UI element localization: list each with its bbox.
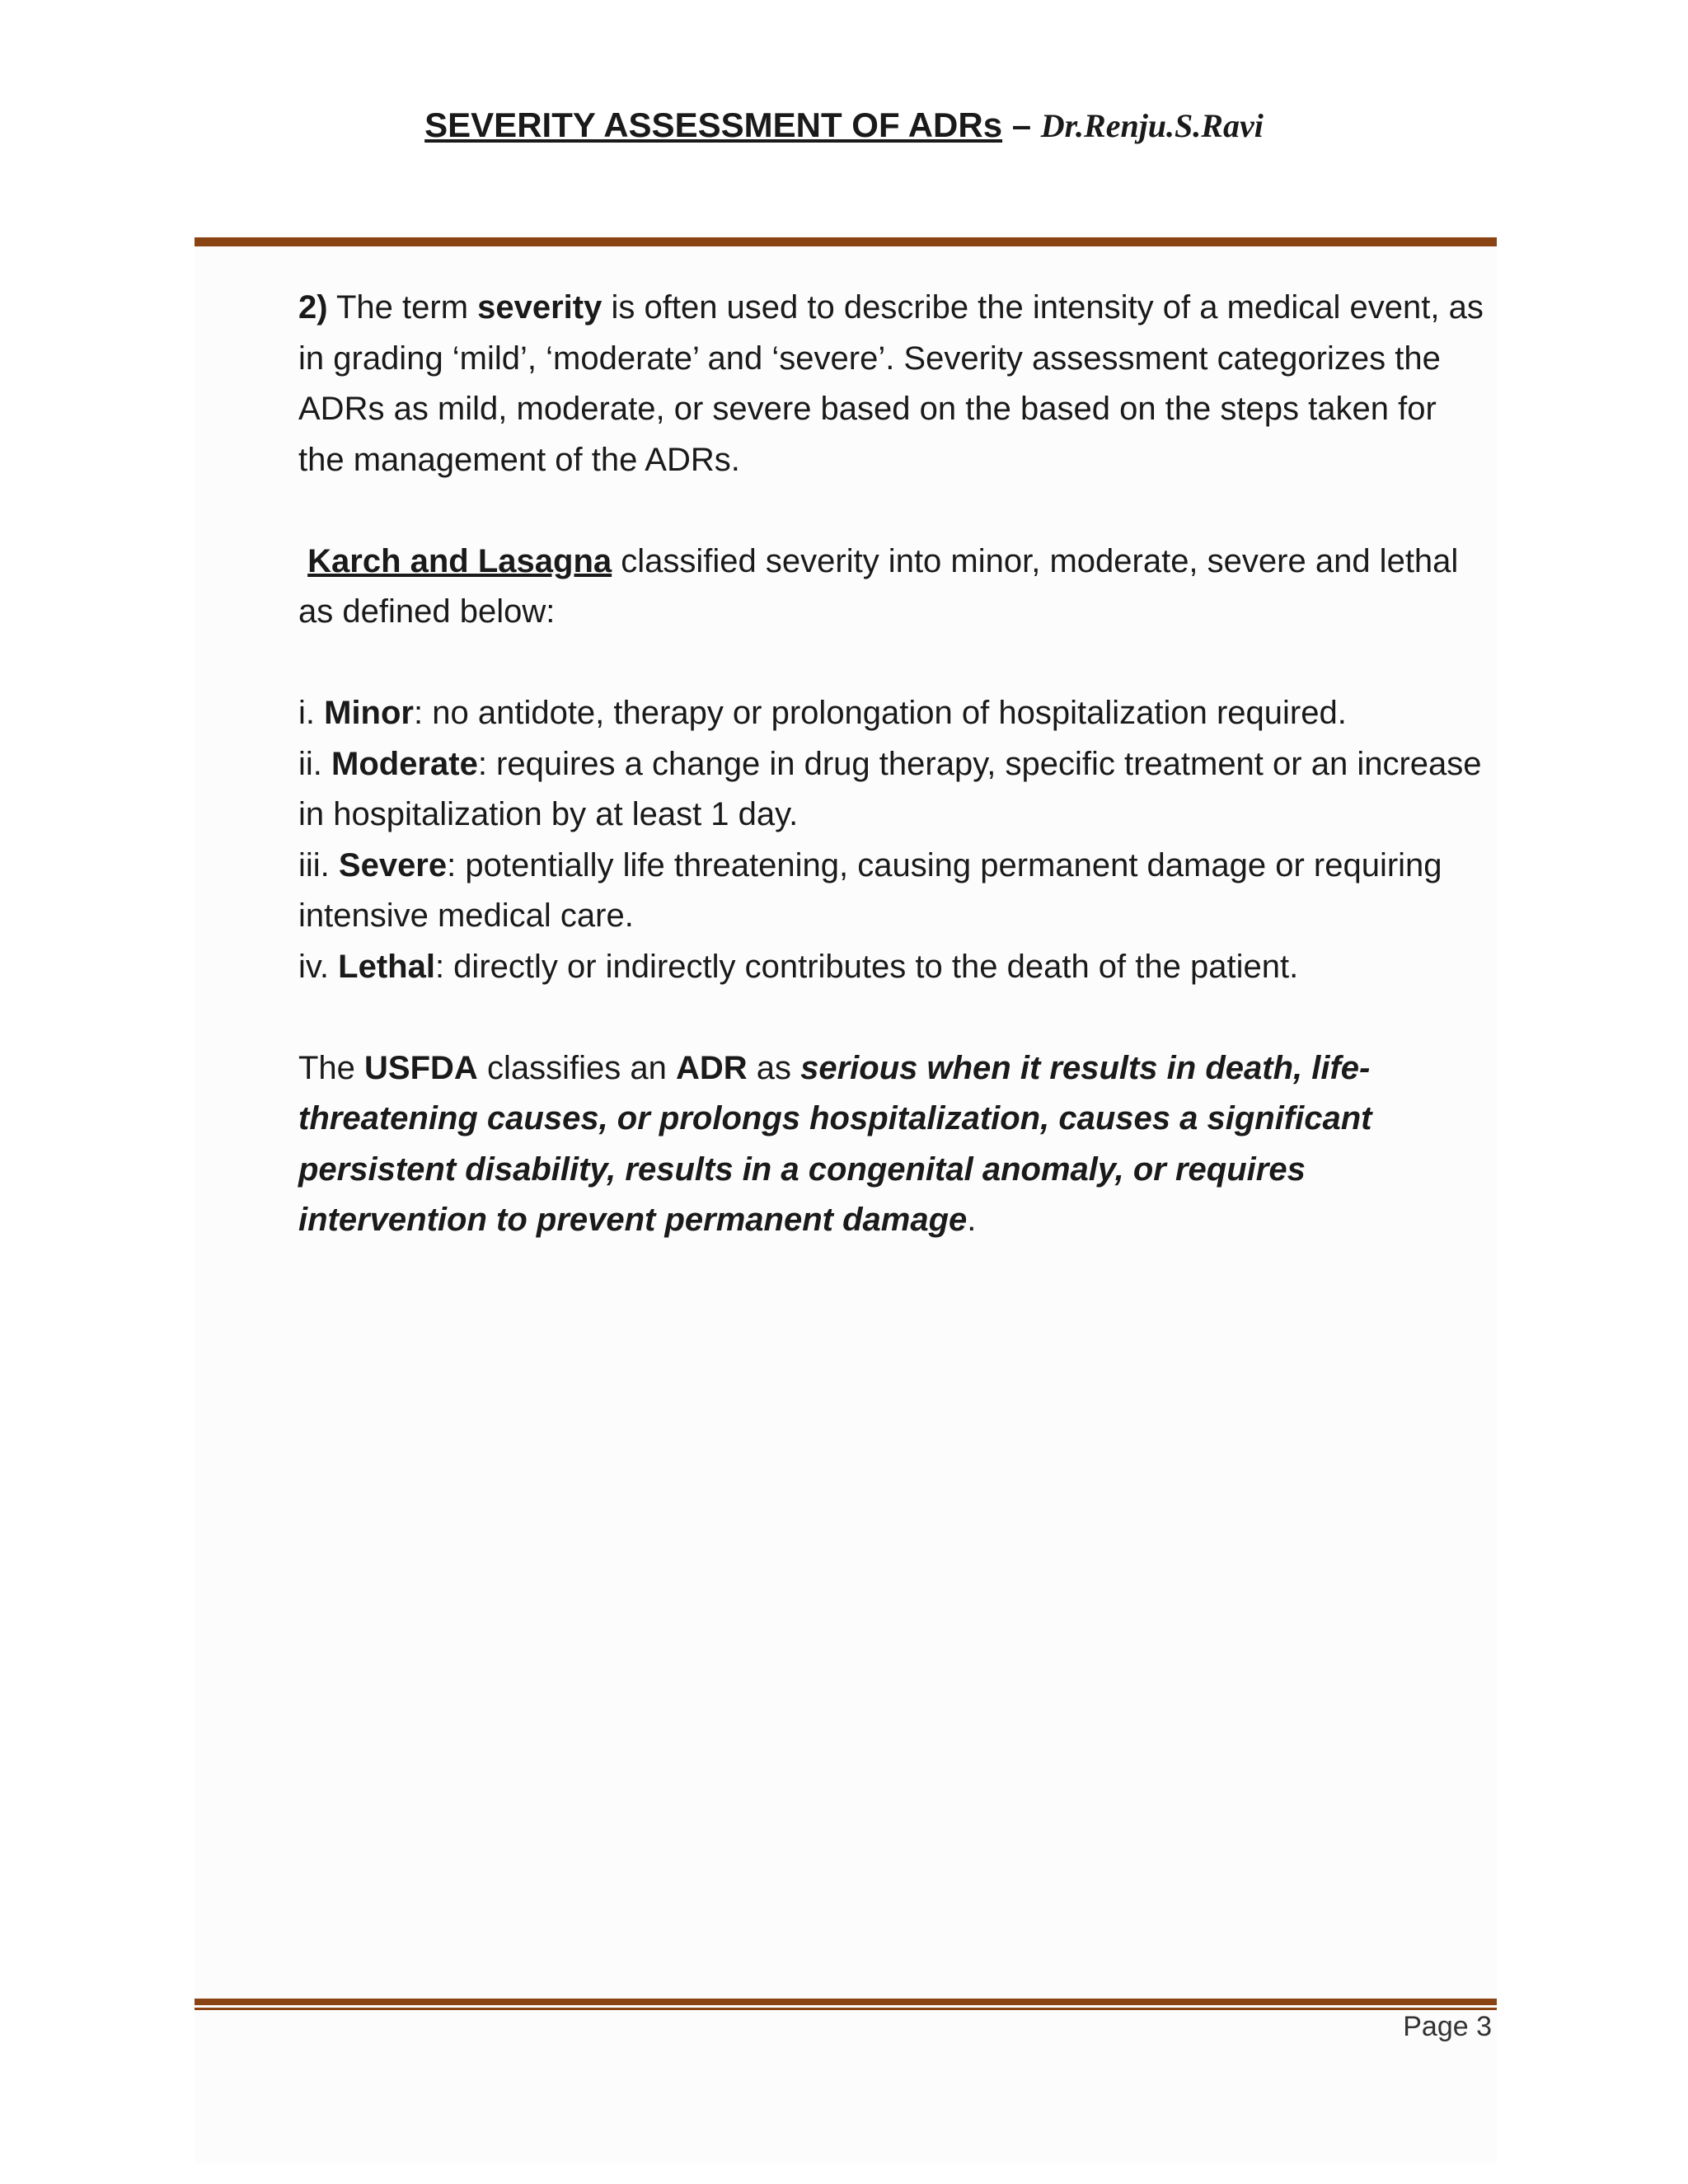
karch-paragraph: Karch and Lasagna classified severity into minor, moderate, severe and lethal as defined below: [298, 542, 1459, 630]
page-header [0, 101, 1688, 151]
adr-label: ADR [675, 1049, 748, 1086]
footer-rule [195, 1999, 1497, 2010]
header-rule [195, 235, 1497, 246]
document-title: SEVERITY ASSESSMENT OF ADRs [424, 105, 1003, 144]
document-body [298, 283, 1485, 1246]
karch-lasagna-name: Karch and Lasagna [307, 542, 612, 579]
section-number: 2) [298, 289, 328, 326]
usfda-paragraph: The USFDA classifies an ADR as serious when it results in death, life-threatening causes, or prolongs hospitalization, causes a significant persistent disability, results in a congenital anomaly, or requires intervention to prevent permanent damage. [298, 1049, 1372, 1238]
severity-levels-list [298, 688, 1485, 992]
title-dash: – [1011, 105, 1032, 144]
serious-definition: serious when it results in death, life-threatening causes, or prolongs hospitalization, causes a significant persistent disability, results in a congenital anomaly, or requires intervention to prevent permanent damage [298, 1049, 1372, 1238]
list-item: iii. Severe: potentially life threatening, causing permanent damage or requiring intensive medical care. [298, 846, 1442, 934]
intro-paragraph: 2) The term severity is often used to describe the intensity of a medical event, as in grading ‘mild’, ‘moderate’ and ‘severe’. Severity assessment categorizes the ADRs as mild, moderate, or severe based on the based on the steps taken for the management of the ADRs. [298, 289, 1484, 478]
level-name: Moderate [331, 745, 478, 782]
list-item: iv. Lethal: directly or indirectly contributes to the death of the patient. [298, 948, 1299, 985]
level-name: Severe [338, 846, 448, 883]
level-name: Minor [324, 695, 414, 731]
usfda-label: USFDA [364, 1049, 478, 1086]
term-severity: severity [477, 289, 603, 326]
page-number: Page 3 [1403, 2011, 1492, 2042]
level-name: Lethal [338, 948, 435, 985]
list-item: ii. Moderate: requires a change in drug therapy, specific treatment or an increase in hospitalization by at least 1 day. [298, 745, 1482, 832]
author-name: Dr.Renju.S.Ravi [1040, 107, 1264, 144]
list-item: i. Minor: no antidote, therapy or prolongation of hospitalization required. [298, 695, 1347, 731]
